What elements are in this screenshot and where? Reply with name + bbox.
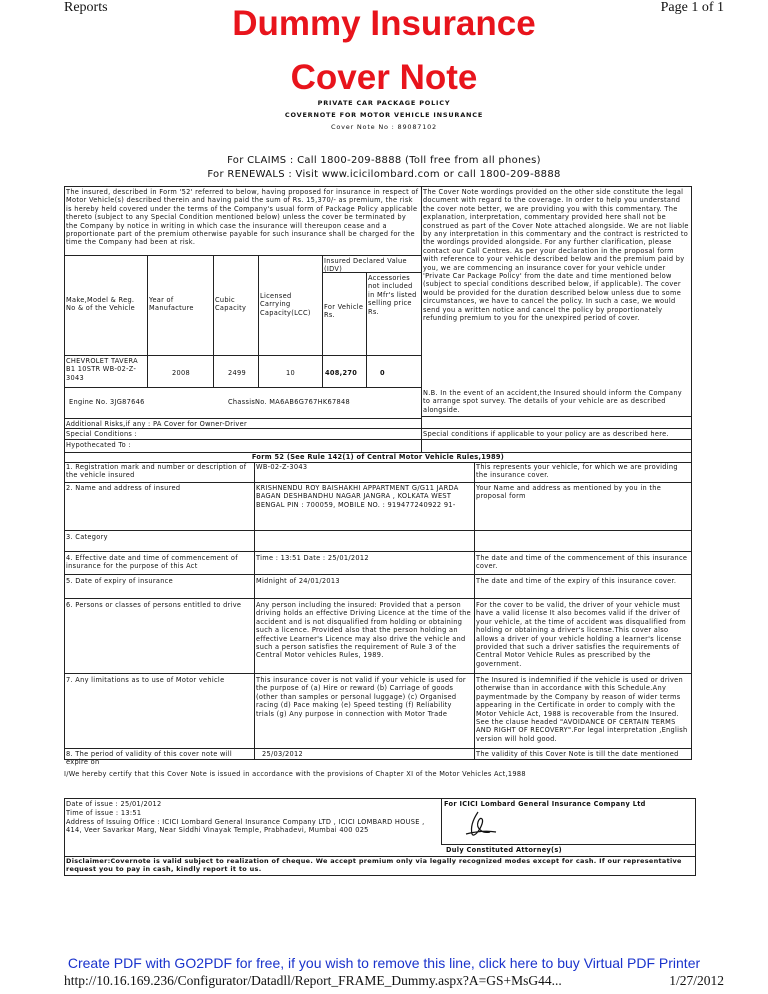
header-reports: Reports (64, 0, 108, 15)
banner-title-line1: Dummy Insurance (232, 4, 536, 43)
issue-address: Address of Issuing Office : ICICI Lombard General Insurance Company LTD , ICICI LOMBARD HOUSE , 414, Veer Savarkar Marg, Near Siddhi Vinayak Temple, Prabhadevi, Mumbai 400 025 (66, 818, 425, 835)
idv-header: Insured Declared Value (IDV) (324, 257, 407, 274)
renewals-contact: For RENEWALS : Visit www.icicilombard.com or call 1800-209-8888 (207, 169, 561, 180)
footer-date: 1/27/2012 (669, 973, 724, 988)
col-make: Make,Model & Reg. No & of the Vehicle (66, 296, 135, 313)
form-row-2-label: 2. Name and address of insured (66, 484, 181, 492)
go2pdf-link[interactable]: Create PDF with GO2PDF for free, if you wish to remove this line, click here to buy Virtual PDF Printer (67, 955, 701, 971)
form-row-8-value: 25/03/2012 (262, 750, 304, 758)
form-row-6-value: Any person including the insured: Provided that a person driving holds an effective Driving Licence at the time of the accident and is not disqualified from holding or obtaining such a licence. Provided also that the person holding an effective Learner's Licence may also drive the vehicle and such a person satisfies the requirement of Rule 3 of the Central Motor vehicles Rules, 1989. (256, 601, 472, 660)
nb-text: N.B. In the event of an accident,the Insured should inform the Company to arrange spot survey. The details of your vehicle are as described alongside. (423, 389, 683, 414)
additional-risks: Additional Risks,if any : PA Cover for Owner-Driver (66, 420, 247, 428)
form-row-7-value: This insurance cover is not valid if your vehicle is used for the purpose of (a) Hire or reward (b) Carriage of goods (other than samples or personal luggage) (c) Organised racing (d) Pace making (e) Speed testing (f) Reliability trials (g) Any purpose in connection with Motor Trade (256, 676, 466, 718)
col-for-vehicle: For Vehicle Rs. (324, 303, 364, 320)
form-row-5-label: 5. Date of expiry of insurance (66, 577, 173, 585)
vehicle-idv-value: 408,270 (325, 369, 358, 377)
policy-title: PRIVATE CAR PACKAGE POLICY (317, 99, 451, 107)
form-row-5-note: The date and time of the expiry of this insurance cover. (476, 577, 677, 585)
disclaimer-text: Disclaimer:Covernote is valid subject to realization of cheque. We accept premium only via legally recognized modes except for cash. If our representative request you to pay in cash, kindly report it to us. (66, 857, 682, 874)
special-conditions: Special Conditions : (66, 430, 138, 438)
footer-url: http://10.16.169.236/Configurator/Datadll/Report_FRAME_Dummy.aspx?A=GS+MsG44... (64, 973, 562, 988)
claims-contact: For CLAIMS : Call 1800-209-8888 (Toll free from all phones) (227, 155, 541, 166)
banner-title-line2: Cover Note (290, 58, 478, 97)
intro-right-text: The Cover Note wordings provided on the other side constitute the legal document with regard to the coverage. In order to help you understand the cover note better, we are providing you with this commentary. The explanation, interpretation, commentary provided here shall not be construed as part of the Cover Note attached alongside. We are not liable by any interpretation in this commentary and the contract is restricted to the wordings provided alongside. For any further clarification, please contact our Call Centres. As per your declaration in the proposal form with reference to your vehicle described below and the premium paid by you, we are commencing an insurance cover for your vehicle under 'Private Car Package Policy' from the date and time mentioned below (subject to special conditions described below, if applicable). The cover would be provided for the duration described below unless due to some circumstances, we have to cancel the policy. In such a case, we would send you a written notice and cancel the policy by proportionately refunding premium to you for the unexpired period of cover. (423, 188, 689, 323)
form-row-8-label: 8. The period of validity of this cover note will expire on (66, 750, 233, 767)
vehicle-make: CHEVROLET TAVERA B1 10STR WB-02-Z-3043 (66, 357, 138, 382)
company-for: For ICICI Lombard General Insurance Company Ltd (444, 800, 646, 808)
duly-constituted-attorney: Duly Constituted Attorney(s) (446, 846, 562, 854)
form52-title: Form 52 (See Rule 142(1) of Central Motor Vehicle Rules,1989) (251, 453, 505, 461)
form-row-5-value: Midnight of 24/01/2013 (256, 577, 340, 585)
form-row-1-label: 1. Registration mark and number or description of the vehicle insured (66, 463, 247, 480)
chassis-number: ChassisNo. MA6AB6G767HK67848 (228, 398, 350, 406)
cover-note-number: Cover Note No : 89087102 (331, 123, 437, 131)
form-row-1-note: This represents your vehicle, for which we are providing the insurance cover. (476, 463, 678, 480)
form-row-4-label: 4. Effective date and time of commencement of insurance for the purpose of this Act (66, 554, 238, 571)
hypothecated-to: Hypothecated To : (66, 441, 131, 449)
signature-icon (460, 808, 500, 840)
form-row-8-note: The validity of this Cover Note is till the date mentioned (476, 750, 679, 758)
form-row-1-value: WB-02-Z-3043 (256, 463, 308, 471)
form-row-4-value: Time : 13:51 Date : 25/01/2012 (256, 554, 369, 562)
col-lcc: Licensed Carrying Capacity(LCC) (260, 292, 311, 317)
engine-number: Engine No. 3JG87646 (69, 398, 145, 406)
form-row-6-note: For the cover to be valid, the driver of your vehicle must have a valid license It also becomes valid if the driver of your vehicle, at the time of accident was disqualified from holding or obtaining a driver's license.This cover also allows a driver of your vehicle holding a learner's license provided that such a driver satisfies the requirements of Central Motor Vehicle Rules as prescribed by the government. (476, 601, 686, 668)
issue-time: Time of issue : 13:51 (66, 809, 142, 817)
form-row-2-note: Your Name and address as mentioned by you in the proposal form (476, 484, 662, 501)
issue-date: Date of issue : 25/01/2012 (66, 800, 162, 808)
policy-subtitle: COVERNOTE FOR MOTOR VEHICLE INSURANCE (284, 111, 484, 119)
intro-left-text: The insured, described in Form '52' referred to below, having proposed for insurance in respect of Motor Vehicle(s) described therein and having paid the sum of Rs. 15,370/- as premium, the risk is hereby held covered under the terms of the Company's usual form of Package Policy applicable thereto (subject to any Special Condition mentioned below) unless the cover be terminated by the Company by notice in writing in which case the insurance will thereupon cease and a proportionate part of the premium otherwise payable for such insurance shall be charged for the time the Company had been at risk. (66, 188, 419, 247)
col-accessories: Accessories not included in Mfr's listed selling price Rs. (368, 274, 417, 316)
header-page-number: Page 1 of 1 (660, 0, 724, 15)
form-row-6-label: 6. Persons or classes of persons entitled to drive (66, 601, 242, 609)
form-row-3-label: 3. Category (66, 533, 108, 541)
form-row-4-note: The date and time of the commencement of this insurance cover. (476, 554, 688, 571)
vehicle-year: 2008 (172, 369, 190, 377)
col-year: Year of Manufacture (149, 296, 194, 313)
vehicle-lcc: 10 (286, 369, 295, 377)
col-cubic-capacity: Cubic Capacity (215, 296, 247, 313)
certify-statement: I/We hereby certify that this Cover Note is issued in accordance with the provisions of Chapter XI of the Motor Vehicles Act,1988 (64, 770, 526, 778)
form-row-2-value: KRISHNENDU ROY BAISHAKHI APPARTMENT G/G11 JARDA BAGAN DESHBANDHU NAGAR JANGRA , KOLKATA WEST BENGAL PIN : 700059, MOBILE NO. : 919477240922 91- (256, 484, 459, 509)
form-row-7-note: The Insured is indemnified if the vehicle is used or driven otherwise than in accordance with this Schedule.Any paymentmade by the Company by reason of wider terms appearing in the Certificate in order to comply with the Motor Vehicle Act, 1988 is recoverable from the Insured. See the clause headed "AVOIDANCE OF CERTAIN TERMS AND RIGHT OF RECOVERY".For legal interpretation ,English version will hold good. (476, 676, 688, 743)
vehicle-cc: 2499 (228, 369, 246, 377)
special-conditions-note: Special conditions if applicable to your policy are as described here. (423, 430, 669, 438)
form-row-7-label: 7. Any limitations as to use of Motor vehicle (66, 676, 225, 684)
vehicle-accessories-value: 0 (380, 369, 385, 377)
